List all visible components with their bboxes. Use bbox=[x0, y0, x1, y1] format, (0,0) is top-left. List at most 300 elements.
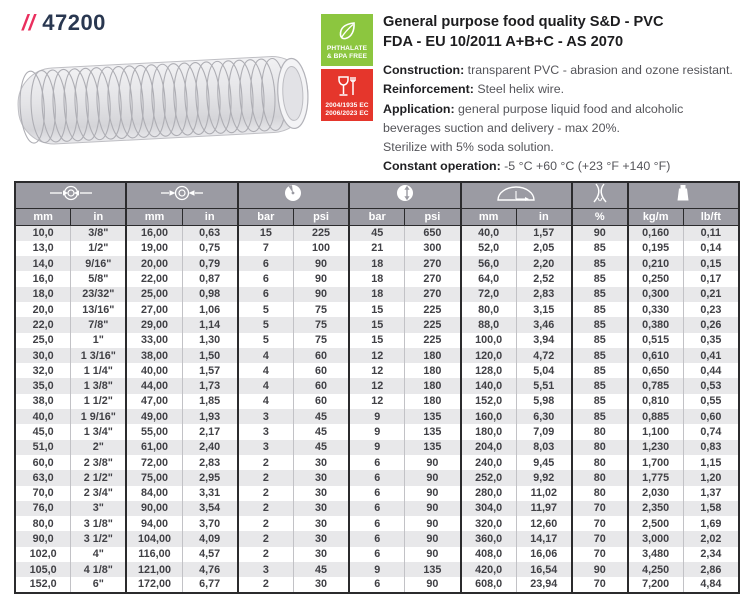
table-row bbox=[15, 241, 739, 256]
table-cell: 14,0 bbox=[15, 256, 71, 271]
table-cell: 30 bbox=[293, 577, 349, 592]
table-cell: 7/8" bbox=[71, 317, 127, 332]
table-cell: 3,15 bbox=[516, 302, 572, 317]
table-row bbox=[15, 547, 739, 562]
badge-text: PHTHALATE & BPA FREE bbox=[326, 45, 368, 61]
table-cell: 16,54 bbox=[516, 562, 572, 577]
table-cell: 0,330 bbox=[628, 302, 684, 317]
table-cell: 21 bbox=[349, 241, 405, 256]
table-cell: 72,00 bbox=[126, 455, 182, 470]
table-cell: 5,98 bbox=[516, 394, 572, 409]
inner-diameter-icon bbox=[48, 183, 94, 203]
table-cell: 2,02 bbox=[683, 531, 739, 546]
table-cell: 60 bbox=[293, 348, 349, 363]
table-cell: 2,05 bbox=[516, 241, 572, 256]
unit-cell: bar bbox=[238, 209, 294, 226]
table-cell: 128,0 bbox=[461, 363, 517, 378]
table-cell: 7,200 bbox=[628, 577, 684, 592]
table-cell: 25,0 bbox=[15, 333, 71, 348]
table-cell: 6 bbox=[349, 455, 405, 470]
table-cell: 6,30 bbox=[516, 409, 572, 424]
table-cell: 204,0 bbox=[461, 440, 517, 455]
table-cell: 75 bbox=[293, 317, 349, 332]
table-cell: 20,0 bbox=[15, 302, 71, 317]
table-cell: 90,0 bbox=[15, 531, 71, 546]
table-row bbox=[15, 409, 739, 424]
table-row bbox=[15, 378, 739, 393]
table-cell: 88,0 bbox=[461, 317, 517, 332]
outer-diameter-icon bbox=[159, 183, 205, 203]
table-row bbox=[15, 470, 739, 485]
table-cell: 45 bbox=[293, 440, 349, 455]
table-cell: 5 bbox=[238, 302, 294, 317]
table-cell: 9 bbox=[349, 562, 405, 577]
table-row bbox=[15, 486, 739, 501]
table-cell: 45 bbox=[349, 226, 405, 241]
table-cell: 2,500 bbox=[628, 516, 684, 531]
table-cell: 0,60 bbox=[683, 409, 739, 424]
table-cell: 3 1/8" bbox=[71, 516, 127, 531]
table-cell: 2,17 bbox=[182, 424, 238, 439]
table-cell: 40,0 bbox=[15, 409, 71, 424]
table-cell: 0,79 bbox=[182, 256, 238, 271]
table-cell: 180 bbox=[405, 363, 461, 378]
leaf-icon bbox=[335, 19, 359, 43]
table-cell: 180,0 bbox=[461, 424, 517, 439]
table-cell: 4,250 bbox=[628, 562, 684, 577]
table-cell: 0,15 bbox=[683, 256, 739, 271]
table-cell: 225 bbox=[405, 317, 461, 332]
table-cell: 23/32" bbox=[71, 287, 127, 302]
table-cell: 1,100 bbox=[628, 424, 684, 439]
table-cell: 80,0 bbox=[15, 516, 71, 531]
table-cell: 1,15 bbox=[700, 456, 722, 469]
vacuum-icon bbox=[587, 183, 613, 203]
table-cell: 0,98 bbox=[182, 287, 238, 302]
table-cell: 80 bbox=[572, 440, 628, 455]
table-cell: 1,37 bbox=[700, 487, 722, 500]
table-row bbox=[15, 562, 739, 577]
table-cell: 45 bbox=[293, 409, 349, 424]
table-row bbox=[15, 271, 739, 286]
table-cell: 180 bbox=[405, 378, 461, 393]
table-cell: 70,0 bbox=[15, 486, 71, 501]
table-cell: 30 bbox=[293, 455, 349, 470]
table-cell: 70 bbox=[572, 547, 628, 562]
table-cell: 102,0 bbox=[15, 547, 71, 562]
table-cell: 1 1/4" bbox=[71, 363, 127, 378]
table-cell: 80 bbox=[572, 455, 628, 470]
table-cell: 5,04 bbox=[516, 363, 572, 378]
table-cell: 3 1/2" bbox=[71, 531, 127, 546]
table-cell: 1" bbox=[71, 333, 127, 348]
table-cell: 90 bbox=[572, 226, 628, 241]
table-cell: 7,09 bbox=[516, 424, 572, 439]
table-cell: 90 bbox=[405, 577, 461, 592]
table-cell: 32,0 bbox=[15, 363, 71, 378]
table-cell: 6 bbox=[238, 287, 294, 302]
weight-header bbox=[628, 182, 739, 209]
table-cell: 85 bbox=[572, 348, 628, 363]
brand-slashes: // bbox=[22, 10, 36, 35]
table-cell: 152,0 bbox=[461, 394, 517, 409]
table-cell: 3 bbox=[238, 409, 294, 424]
table-cell: 240,0 bbox=[461, 455, 517, 470]
unit-cell: in bbox=[71, 209, 127, 226]
table-cell: 61,00 bbox=[126, 440, 182, 455]
table-cell: 0,55 bbox=[700, 395, 722, 408]
table-body bbox=[15, 226, 739, 593]
table-row bbox=[15, 455, 739, 470]
table-cell: 0,14 bbox=[700, 242, 722, 255]
table-cell: 2 bbox=[238, 486, 294, 501]
table-cell: 90 bbox=[405, 501, 461, 516]
table-cell: 90 bbox=[293, 256, 349, 271]
table-cell: 3,70 bbox=[182, 516, 238, 531]
table-cell: 18 bbox=[349, 256, 405, 271]
table-row bbox=[15, 333, 739, 348]
table-cell: 9 bbox=[349, 440, 405, 455]
table-cell: 2 bbox=[238, 577, 294, 592]
table-cell: 0,160 bbox=[628, 226, 684, 241]
table-cell: 2 bbox=[238, 470, 294, 485]
table-cell: 0,17 bbox=[700, 273, 722, 286]
table-cell: 2,20 bbox=[516, 256, 572, 271]
table-cell: 85 bbox=[572, 394, 628, 409]
table-cell: 608,0 bbox=[461, 577, 517, 592]
table-cell: 304,0 bbox=[461, 501, 517, 516]
table-cell: 9/16" bbox=[71, 256, 127, 271]
hose-illustration bbox=[12, 50, 324, 150]
table-cell: 1,93 bbox=[182, 409, 238, 424]
table-cell: 3,480 bbox=[628, 547, 684, 562]
table-cell: 33,00 bbox=[126, 333, 182, 348]
table-row bbox=[15, 516, 739, 531]
table-cell: 1,20 bbox=[683, 470, 739, 485]
table-cell: 55,00 bbox=[126, 424, 182, 439]
bend-radius-icon bbox=[493, 183, 539, 203]
table-cell: 80 bbox=[572, 424, 628, 439]
unit-cell: bar bbox=[349, 209, 405, 226]
table-cell: 90 bbox=[293, 271, 349, 286]
table-cell: 10,0 bbox=[15, 226, 71, 241]
table-cell: 1,775 bbox=[628, 470, 684, 485]
table-cell: 12 bbox=[349, 348, 405, 363]
table-cell: 40,0 bbox=[461, 226, 517, 241]
table-cell: 85 bbox=[572, 378, 628, 393]
table-cell: 1,230 bbox=[628, 440, 684, 455]
table-cell: 45 bbox=[293, 424, 349, 439]
table-cell: 650 bbox=[405, 226, 461, 241]
table-row bbox=[15, 256, 739, 271]
table-cell: 47,00 bbox=[126, 394, 182, 409]
table-cell: 0,380 bbox=[628, 317, 684, 332]
product-image bbox=[12, 50, 324, 150]
table-cell: 6 bbox=[349, 470, 405, 485]
table-cell: 80 bbox=[572, 486, 628, 501]
table-cell: 15 bbox=[238, 226, 294, 241]
unit-cell: mm bbox=[15, 209, 71, 226]
table-cell: 75 bbox=[293, 333, 349, 348]
table-cell: 1 1/2" bbox=[71, 394, 127, 409]
table-cell: 40,00 bbox=[126, 363, 182, 378]
table-cell: 1 3/8" bbox=[71, 378, 127, 393]
table-cell: 1/2" bbox=[71, 241, 127, 256]
table-cell: 3,94 bbox=[516, 333, 572, 348]
table-cell: 4 bbox=[238, 378, 294, 393]
product-code-heading bbox=[22, 10, 106, 36]
burst-pressure-icon bbox=[394, 183, 416, 203]
table-cell: 1,85 bbox=[182, 394, 238, 409]
table-row bbox=[15, 501, 739, 516]
table-cell: 85 bbox=[572, 317, 628, 332]
table-cell: 75 bbox=[293, 302, 349, 317]
table-cell: 38,0 bbox=[15, 394, 71, 409]
vacuum-header bbox=[572, 182, 628, 209]
table-cell: 2 bbox=[238, 531, 294, 546]
table-cell: 30 bbox=[293, 516, 349, 531]
table-cell: 160,0 bbox=[461, 409, 517, 424]
table-cell: 0,515 bbox=[628, 333, 684, 348]
table-cell: 4 bbox=[238, 363, 294, 378]
table-cell: 0,44 bbox=[700, 364, 722, 377]
table-cell: 135 bbox=[405, 424, 461, 439]
table-cell: 90,00 bbox=[126, 501, 182, 516]
table-cell: 2 3/8" bbox=[71, 455, 127, 470]
table-cell: 16,0 bbox=[15, 271, 71, 286]
table-cell: 18 bbox=[349, 271, 405, 286]
table-cell: 80,0 bbox=[461, 302, 517, 317]
table-cell: 60 bbox=[293, 378, 349, 393]
table-cell: 85 bbox=[572, 241, 628, 256]
table-cell: 2,86 bbox=[683, 562, 739, 577]
table-cell: 0,300 bbox=[628, 287, 684, 302]
table-cell: 1 3/4" bbox=[71, 424, 127, 439]
table-cell: 8,03 bbox=[516, 440, 572, 455]
table-cell: 270 bbox=[405, 271, 461, 286]
table-cell: 3,54 bbox=[182, 501, 238, 516]
table-cell: 7 bbox=[238, 241, 294, 256]
table-cell: 0,885 bbox=[628, 409, 684, 424]
unit-cell: psi bbox=[293, 209, 349, 226]
table-row bbox=[15, 394, 739, 409]
table-cell: 105,0 bbox=[15, 562, 71, 577]
table-cell: 420,0 bbox=[461, 562, 517, 577]
table-cell: 135 bbox=[405, 409, 461, 424]
food-contact-badge bbox=[321, 69, 373, 121]
table-cell: 6 bbox=[349, 516, 405, 531]
table-row bbox=[15, 348, 739, 363]
table-cell: 104,00 bbox=[126, 531, 182, 546]
table-cell: 56,0 bbox=[461, 256, 517, 271]
table-cell: 0,87 bbox=[182, 271, 238, 286]
table-cell: 2,030 bbox=[628, 486, 684, 501]
table-cell: 2 bbox=[238, 455, 294, 470]
table-cell: 6 bbox=[349, 501, 405, 516]
table-cell: 94,00 bbox=[126, 516, 182, 531]
table-cell: 30 bbox=[293, 486, 349, 501]
outer-diameter-header bbox=[126, 182, 237, 209]
table-cell: 4" bbox=[71, 547, 127, 562]
table-cell: 3,46 bbox=[516, 317, 572, 332]
table-cell: 2,40 bbox=[182, 440, 238, 455]
table-cell: 3,31 bbox=[182, 486, 238, 501]
table-cell: 16,06 bbox=[516, 547, 572, 562]
table-cell: 1,50 bbox=[182, 348, 238, 363]
table-cell: 3 bbox=[238, 440, 294, 455]
unit-cell: in bbox=[182, 209, 238, 226]
table-cell: 360,0 bbox=[461, 531, 517, 546]
working-pressure-header bbox=[238, 182, 349, 209]
table-cell: 11,97 bbox=[516, 501, 572, 516]
table-cell: 4 bbox=[238, 348, 294, 363]
table-cell: 180 bbox=[405, 394, 461, 409]
table-cell: 13/16" bbox=[71, 302, 127, 317]
table-row bbox=[15, 577, 739, 592]
table-cell: 2 bbox=[238, 501, 294, 516]
table-cell: 2,350 bbox=[628, 501, 684, 516]
table-cell: 90 bbox=[405, 516, 461, 531]
table-cell: 0,23 bbox=[700, 303, 722, 316]
table-cell: 116,00 bbox=[126, 547, 182, 562]
table-cell: 18,0 bbox=[15, 287, 71, 302]
table-cell: 408,0 bbox=[461, 547, 517, 562]
table-cell: 2" bbox=[71, 440, 127, 455]
table-cell: 1,69 bbox=[700, 517, 722, 530]
table-cell: 49,00 bbox=[126, 409, 182, 424]
table-cell: 90 bbox=[405, 531, 461, 546]
table-cell: 225 bbox=[405, 302, 461, 317]
table-cell: 6 bbox=[349, 486, 405, 501]
table-cell: 11,02 bbox=[516, 486, 572, 501]
table-cell: 16,00 bbox=[126, 226, 182, 241]
table-cell: 2,34 bbox=[700, 548, 722, 561]
table-cell: 0,21 bbox=[683, 287, 739, 302]
table-cell: 225 bbox=[405, 333, 461, 348]
table-cell: 4 bbox=[238, 394, 294, 409]
table-cell: 15 bbox=[349, 333, 405, 348]
table-cell: 4,72 bbox=[516, 348, 572, 363]
table-cell: 9,92 bbox=[516, 470, 572, 485]
table-cell: 3/8" bbox=[71, 226, 127, 241]
table-cell: 6 bbox=[349, 547, 405, 562]
table-cell: 1,58 bbox=[683, 501, 739, 516]
table-cell: 6 bbox=[238, 271, 294, 286]
table-cell: 70 bbox=[572, 577, 628, 592]
table-cell: 70 bbox=[572, 531, 628, 546]
table-cell: 2 1/2" bbox=[71, 470, 127, 485]
table-cell: 5,51 bbox=[516, 378, 572, 393]
table-cell: 70 bbox=[572, 501, 628, 516]
table-cell: 172,00 bbox=[126, 577, 182, 592]
unit-cell: in bbox=[516, 209, 572, 226]
unit-cell: % bbox=[572, 209, 628, 226]
table-row bbox=[15, 531, 739, 546]
table-cell: 80 bbox=[572, 470, 628, 485]
table-cell: 90 bbox=[293, 287, 349, 302]
table-cell: 2 3/4" bbox=[71, 486, 127, 501]
table-row bbox=[15, 226, 739, 241]
unit-cell: mm bbox=[126, 209, 182, 226]
table-cell: 1,14 bbox=[182, 317, 238, 332]
table-cell: 30 bbox=[293, 531, 349, 546]
table-cell: 2,83 bbox=[516, 287, 572, 302]
table-cell: 225 bbox=[293, 226, 349, 241]
table-row bbox=[15, 317, 739, 332]
table-cell: 45 bbox=[293, 562, 349, 577]
table-cell: 90 bbox=[405, 547, 461, 562]
table-cell: 12 bbox=[349, 363, 405, 378]
table-cell: 4,76 bbox=[182, 562, 238, 577]
burst-pressure-header bbox=[349, 182, 460, 209]
table-cell: 85 bbox=[572, 256, 628, 271]
table-cell: 2,52 bbox=[516, 271, 572, 286]
spec-line-operation: Constant operation: -5 °C +60 °C (+23 °F +140 °F) bbox=[383, 158, 671, 173]
table-cell: 9,45 bbox=[516, 455, 572, 470]
table-cell: 4,09 bbox=[182, 531, 238, 546]
table-cell: 90 bbox=[405, 470, 461, 485]
table-cell: 300 bbox=[405, 241, 461, 256]
product-description bbox=[383, 13, 735, 176]
phthalate-free-badge bbox=[321, 14, 373, 66]
table-cell: 1,700 bbox=[628, 455, 684, 470]
table-cell: 13,0 bbox=[15, 241, 71, 256]
spec-line-application: Application: general purpose liquid food and alcoholic beverages suction and delivery - max 20%. bbox=[383, 101, 684, 135]
unit-header-row bbox=[15, 209, 739, 226]
table-cell: 2 bbox=[238, 516, 294, 531]
table-cell: 60,0 bbox=[15, 455, 71, 470]
table-row bbox=[15, 287, 739, 302]
unit-cell: psi bbox=[405, 209, 461, 226]
table-cell: 0,35 bbox=[700, 334, 722, 347]
table-cell: 30,0 bbox=[15, 348, 71, 363]
table-cell: 22,00 bbox=[126, 271, 182, 286]
table-cell: 85 bbox=[572, 333, 628, 348]
table-cell: 12 bbox=[349, 394, 405, 409]
table-cell: 6 bbox=[349, 577, 405, 592]
table-cell: 85 bbox=[572, 287, 628, 302]
table-cell: 252,0 bbox=[461, 470, 517, 485]
table-cell: 2 bbox=[238, 547, 294, 562]
table-cell: 27,00 bbox=[126, 302, 182, 317]
product-title: General purpose food quality S&D - PVC FDA - EU 10/2011 A+B+C - AS 2070 bbox=[383, 14, 664, 50]
table-cell: 45,0 bbox=[15, 424, 71, 439]
bend-radius-header bbox=[461, 182, 572, 209]
table-cell: 270 bbox=[405, 287, 461, 302]
table-cell: 2,95 bbox=[182, 470, 238, 485]
table-cell: 30 bbox=[293, 470, 349, 485]
table-cell: 90 bbox=[572, 562, 628, 577]
table-cell: 2,83 bbox=[182, 455, 238, 470]
table-cell: 12,60 bbox=[516, 516, 572, 531]
table-cell: 1,57 bbox=[516, 226, 572, 241]
table-cell: 85 bbox=[572, 302, 628, 317]
table-cell: 25,00 bbox=[126, 287, 182, 302]
table-cell: 0,210 bbox=[628, 256, 684, 271]
table-cell: 20,00 bbox=[126, 256, 182, 271]
table-cell: 0,650 bbox=[628, 363, 684, 378]
table-cell: 60 bbox=[293, 363, 349, 378]
table-row bbox=[15, 424, 739, 439]
table-cell: 60 bbox=[293, 394, 349, 409]
table-cell: 63,0 bbox=[15, 470, 71, 485]
table-cell: 140,0 bbox=[461, 378, 517, 393]
table-cell: 5 bbox=[238, 317, 294, 332]
table-cell: 90 bbox=[405, 455, 461, 470]
table-cell: 85 bbox=[572, 409, 628, 424]
table-cell: 5/8" bbox=[71, 271, 127, 286]
table-cell: 1,57 bbox=[182, 363, 238, 378]
